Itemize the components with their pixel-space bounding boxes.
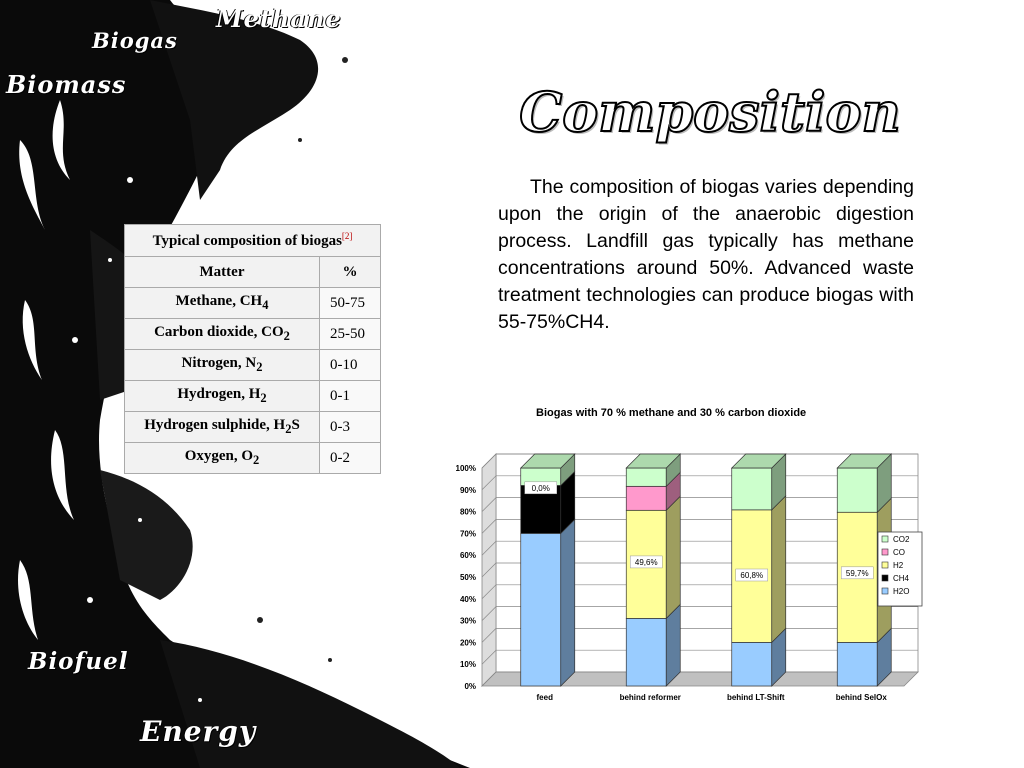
bar-segment	[732, 642, 772, 686]
matter-name: Hydrogen sulphide, H	[144, 417, 286, 433]
decor-word-biomass: Biomass	[6, 70, 127, 99]
x-category-label: behind SelOx	[835, 693, 887, 702]
bar-segment	[626, 468, 666, 486]
table-row	[125, 412, 381, 443]
matter-subscript: 2	[253, 453, 260, 467]
bar-segment	[626, 618, 666, 686]
decor-word-energy: Energy	[140, 715, 257, 748]
bar-segment	[521, 533, 561, 686]
composition-table	[124, 224, 381, 474]
row-percent: 0-3	[320, 412, 381, 443]
matter-suffix: S	[291, 417, 300, 433]
matter-subscript: 2	[256, 360, 263, 374]
chart-title: Biogas with 70 % methane and 30 % carbon dioxide	[536, 407, 807, 419]
legend-label: CO2	[893, 535, 910, 544]
legend-label: H2O	[893, 587, 910, 596]
legend-swatch	[882, 536, 888, 542]
table-row	[125, 381, 381, 412]
matter-name: Methane, CH	[175, 293, 263, 309]
bar-segment	[837, 642, 877, 686]
data-label: 0,0%	[531, 483, 550, 493]
bar-segment	[626, 486, 666, 510]
table-caption-text: Typical composition of biogas	[152, 233, 342, 249]
y-tick-label: 70%	[459, 529, 476, 539]
y-tick-label: 0%	[464, 682, 476, 691]
row-percent: 0-10	[320, 350, 381, 381]
x-category-label: behind LT-Shift	[726, 693, 785, 702]
y-tick-label: 100%	[455, 464, 476, 473]
matter-subscript: 2	[260, 391, 267, 405]
legend-label: H2	[893, 561, 904, 570]
x-category-label: feed	[536, 693, 553, 702]
row-matter	[125, 319, 320, 350]
row-percent: 50-75	[320, 288, 381, 319]
row-matter	[125, 381, 320, 412]
y-tick-label: 90%	[459, 485, 476, 495]
legend-swatch	[882, 588, 888, 594]
table-body	[125, 288, 381, 474]
y-tick-label: 30%	[459, 616, 476, 626]
stacked-bar-chart	[436, 400, 930, 708]
matter-subscript: 2	[285, 422, 292, 436]
y-tick-label: 50%	[459, 573, 476, 582]
matter-name: Hydrogen, H	[177, 386, 261, 402]
table-row	[125, 350, 381, 381]
table-row	[125, 443, 381, 474]
slide-title: Composition	[519, 80, 901, 144]
bar-segment-side	[666, 496, 680, 618]
matter-subscript: 2	[283, 329, 290, 343]
matter-name: Oxygen, O	[184, 448, 254, 464]
row-matter	[125, 288, 320, 319]
header-percent: %	[320, 257, 381, 288]
decor-word-methane: Methane	[216, 4, 342, 33]
decor-word-biofuel: Biofuel	[28, 648, 129, 675]
table-header-row	[125, 257, 381, 288]
citation-link[interactable]: [2]	[341, 231, 353, 241]
description-paragraph: The composition of biogas varies depending upon the origin of the anaerobic digestion process. Landfill gas typically has methane concentrations around 50%. Advanced waste treatment technologies can produce biogas with 55-75%CH4.	[498, 176, 914, 333]
bar-segment-side	[561, 519, 575, 686]
row-percent: 0-2	[320, 443, 381, 474]
decor-word-biogas: Biogas	[92, 28, 178, 53]
x-category-label: behind reformer	[619, 693, 681, 702]
legend-swatch	[882, 575, 888, 581]
bar-segment-side	[772, 496, 786, 643]
legend-swatch	[882, 549, 888, 555]
y-tick-label: 10%	[459, 660, 476, 670]
matter-name: Carbon dioxide, CO	[154, 324, 284, 340]
data-label: 60,8%	[740, 571, 764, 580]
y-tick-label: 60%	[459, 551, 476, 561]
row-percent: 0-1	[320, 381, 381, 412]
table-row	[125, 319, 381, 350]
matter-name: Nitrogen, N	[181, 355, 257, 371]
table-row	[125, 288, 381, 319]
bar-segment	[732, 468, 772, 510]
data-label: 59,7%	[845, 568, 869, 578]
table-caption	[124, 224, 381, 256]
row-matter	[125, 350, 320, 381]
header-matter: Matter	[125, 257, 320, 288]
legend-swatch	[882, 562, 888, 568]
y-tick-label: 40%	[459, 594, 476, 604]
row-percent: 25-50	[320, 319, 381, 350]
row-matter	[125, 412, 320, 443]
legend-label: CH4	[893, 574, 910, 583]
legend-label: CO	[893, 548, 905, 557]
data-label: 49,6%	[634, 557, 658, 567]
bar-segment	[837, 468, 877, 512]
y-tick-label: 20%	[459, 638, 476, 648]
matter-subscript: 4	[262, 298, 269, 312]
y-tick-label: 80%	[459, 507, 476, 517]
row-matter	[125, 443, 320, 474]
